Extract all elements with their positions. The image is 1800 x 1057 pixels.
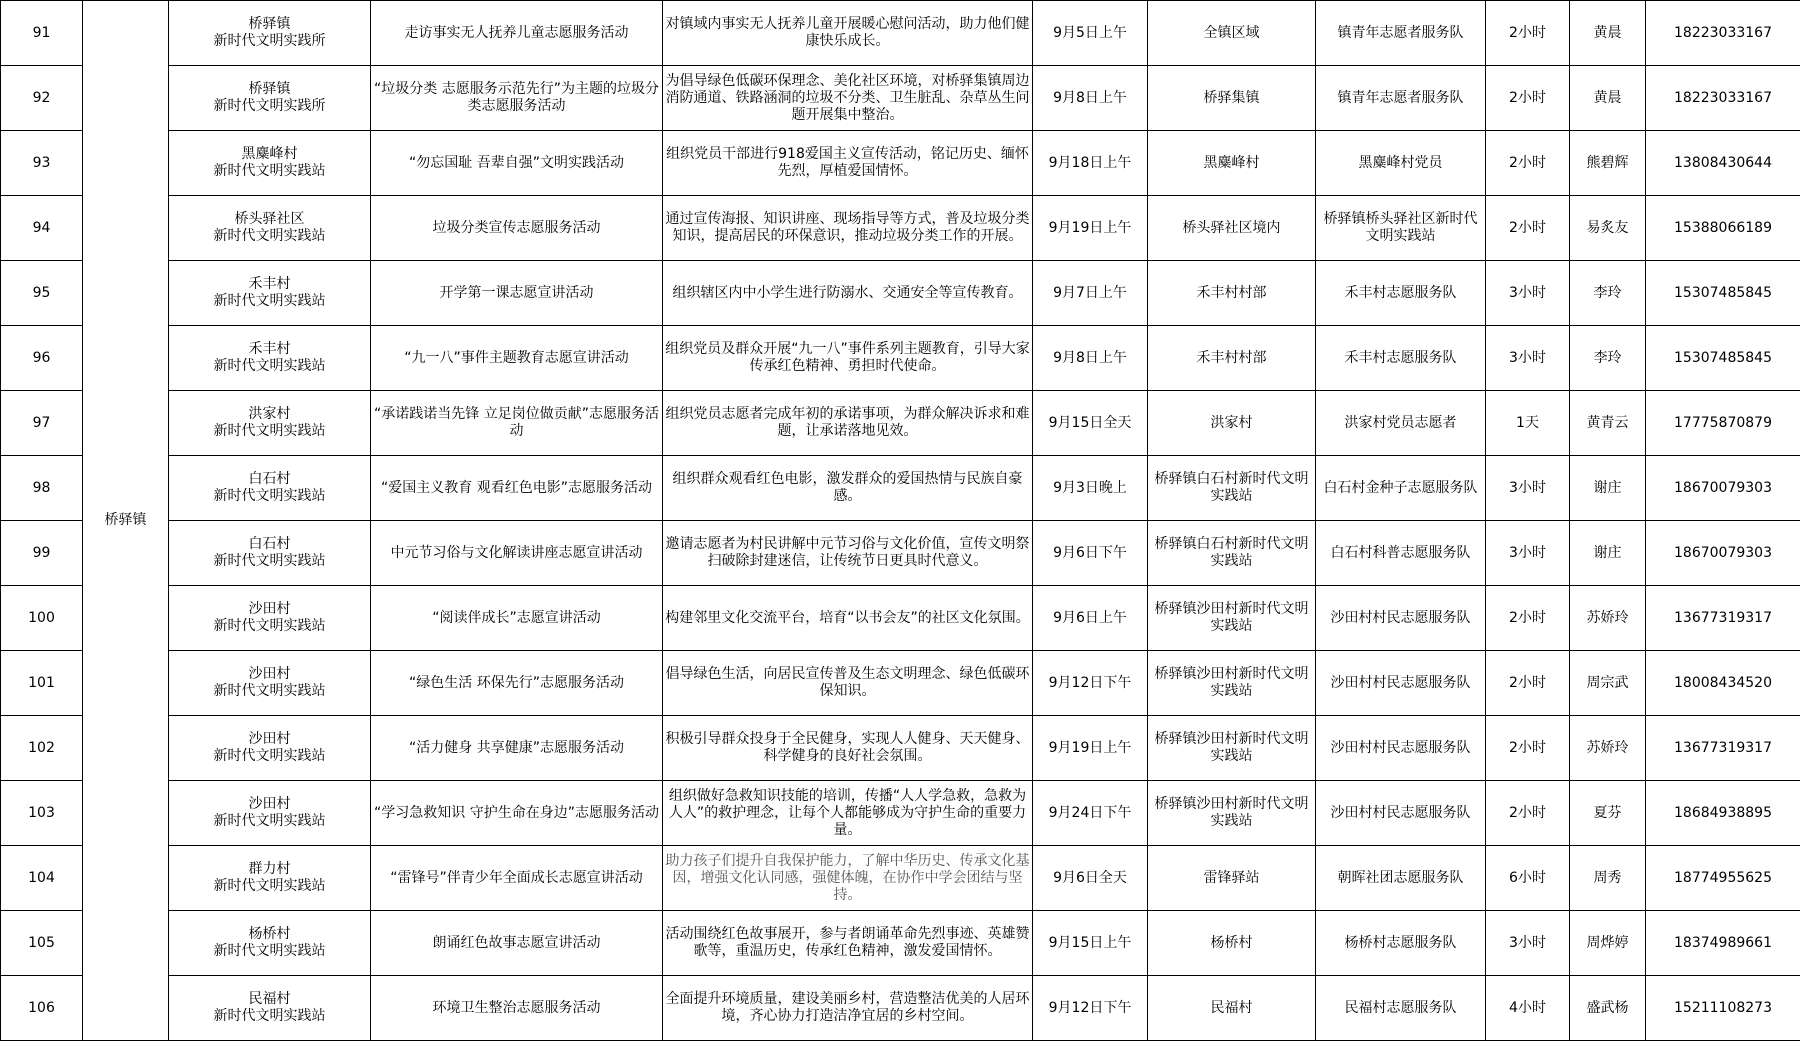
table-row [1, 391, 1800, 456]
row-number-cell: 99 [1, 521, 83, 586]
contact-phone-cell: 18374989661 [1646, 911, 1800, 976]
table-row [1, 651, 1800, 716]
activity-time-cell: 9月8日上午 [1033, 66, 1148, 131]
row-number-cell: 93 [1, 131, 83, 196]
activity-place-cell: 杨桥村 [1148, 911, 1316, 976]
contact-name-cell: 周烨婷 [1570, 911, 1646, 976]
unit-line: 新时代文明实践站 [213, 813, 326, 829]
row-number-cell: 104 [1, 846, 83, 911]
unit-cell [169, 261, 371, 326]
table-row [1, 846, 1800, 911]
table-row [1, 521, 1800, 586]
activity-name-cell: “学习急救知识 守护生命在身边”志愿服务活动 [371, 781, 663, 846]
activity-time-cell: 9月6日下午 [1033, 521, 1148, 586]
activity-time-cell: 9月3日晚上 [1033, 456, 1148, 521]
table-row [1, 456, 1800, 521]
contact-phone-cell: 18670079303 [1646, 456, 1800, 521]
contact-phone-cell: 13808430644 [1646, 131, 1800, 196]
duration-cell: 2小时 [1486, 196, 1570, 261]
unit-line: 沙田村 [248, 666, 291, 682]
contact-phone-cell: 15307485845 [1646, 261, 1800, 326]
activity-time-cell: 9月6日上午 [1033, 586, 1148, 651]
row-number-cell: 92 [1, 66, 83, 131]
unit-line: 黑麋峰村 [241, 146, 298, 162]
unit-cell [169, 781, 371, 846]
service-team-cell: 洪家村党员志愿者 [1316, 391, 1486, 456]
contact-phone-cell: 18774955625 [1646, 846, 1800, 911]
contact-name-cell: 黄青云 [1570, 391, 1646, 456]
unit-cell [169, 911, 371, 976]
unit-line: 新时代文明实践站 [213, 878, 326, 894]
row-number-cell: 100 [1, 586, 83, 651]
activity-time-cell: 9月15日全天 [1033, 391, 1148, 456]
activity-place-cell: 桥驿镇白石村新时代文明实践站 [1148, 521, 1316, 586]
row-number-cell: 101 [1, 651, 83, 716]
activity-name-cell: “绿色生活 环保先行”志愿服务活动 [371, 651, 663, 716]
service-team-cell: 桥驿镇桥头驿社区新时代文明实践站 [1316, 196, 1486, 261]
unit-line: 民福村 [248, 991, 291, 1007]
activity-place-cell: 全镇区域 [1148, 1, 1316, 66]
table-row [1, 131, 1800, 196]
unit-line: 桥驿镇 [248, 16, 291, 32]
duration-cell: 3小时 [1486, 261, 1570, 326]
service-team-cell: 镇青年志愿者服务队 [1316, 66, 1486, 131]
activity-name-cell: “活力健身 共享健康”志愿服务活动 [371, 716, 663, 781]
unit-line: 新时代文明实践站 [213, 943, 326, 959]
unit-line: 新时代文明实践所 [213, 98, 326, 114]
activity-time-cell: 9月24日下午 [1033, 781, 1148, 846]
activity-time-cell: 9月12日下午 [1033, 976, 1148, 1041]
activity-content-cell: 构建邻里文化交流平台，培育“以书会友”的社区文化氛围。 [663, 586, 1033, 651]
activity-name-cell: “雷锋号”伴青少年全面成长志愿宣讲活动 [371, 846, 663, 911]
duration-cell: 4小时 [1486, 976, 1570, 1041]
activity-content-cell: 活动围绕红色故事展开，参与者朗诵革命先烈事迹、英雄赞歌等，重温历史，传承红色精神，激发爱国情怀。 [663, 911, 1033, 976]
table-row [1, 196, 1800, 261]
unit-line: 新时代文明实践站 [213, 163, 326, 179]
contact-phone-cell: 18223033167 [1646, 1, 1800, 66]
unit-line: 新时代文明实践站 [213, 423, 326, 439]
contact-name-cell: 易炙友 [1570, 196, 1646, 261]
activity-name-cell: 环境卫生整治志愿服务活动 [371, 976, 663, 1041]
row-number-cell: 94 [1, 196, 83, 261]
activity-time-cell: 9月8日上午 [1033, 326, 1148, 391]
activity-name-cell: 走访事实无人抚养儿童志愿服务活动 [371, 1, 663, 66]
unit-cell [169, 326, 371, 391]
activity-content-cell: 对镇域内事实无人抚养儿童开展暖心慰问活动，助力他们健康快乐成长。 [663, 1, 1033, 66]
activity-name-cell: “阅读伴成长”志愿宣讲活动 [371, 586, 663, 651]
unit-line: 桥头驿社区 [234, 211, 305, 227]
service-team-cell: 沙田村村民志愿服务队 [1316, 781, 1486, 846]
activity-time-cell: 9月7日上午 [1033, 261, 1148, 326]
service-team-cell: 镇青年志愿者服务队 [1316, 1, 1486, 66]
unit-line: 新时代文明实践站 [213, 358, 326, 374]
unit-line: 群力村 [248, 861, 291, 877]
duration-cell: 3小时 [1486, 326, 1570, 391]
table-row [1, 781, 1800, 846]
activity-place-cell: 桥驿镇沙田村新时代文明实践站 [1148, 781, 1316, 846]
contact-name-cell: 谢庄 [1570, 456, 1646, 521]
contact-phone-cell: 18008434520 [1646, 651, 1800, 716]
activity-time-cell: 9月15日上午 [1033, 911, 1148, 976]
activity-name-cell: 开学第一课志愿宣讲活动 [371, 261, 663, 326]
service-team-cell: 白石村金种子志愿服务队 [1316, 456, 1486, 521]
row-number-cell: 105 [1, 911, 83, 976]
contact-phone-cell: 18670079303 [1646, 521, 1800, 586]
contact-name-cell: 周宗武 [1570, 651, 1646, 716]
service-team-cell: 民福村志愿服务队 [1316, 976, 1486, 1041]
duration-cell: 6小时 [1486, 846, 1570, 911]
duration-cell: 3小时 [1486, 521, 1570, 586]
activity-content-cell: 组织党员及群众开展“九一八”事件系列主题教育，引导大家传承红色精神、勇担时代使命。 [663, 326, 1033, 391]
contact-phone-cell: 18684938895 [1646, 781, 1800, 846]
contact-name-cell: 李玲 [1570, 261, 1646, 326]
activity-content-cell: 组织党员志愿者完成年初的承诺事项，为群众解决诉求和难题，让承诺落地见效。 [663, 391, 1033, 456]
table-row [1, 911, 1800, 976]
unit-line: 白石村 [248, 471, 291, 487]
activity-content-cell: 邀请志愿者为村民讲解中元节习俗与文化价值，宣传文明祭扫破除封建迷信，让传统节日更具时代意义。 [663, 521, 1033, 586]
activity-content-cell: 倡导绿色生活，向居民宣传普及生态文明理念、绿色低碳环保知识。 [663, 651, 1033, 716]
duration-cell: 2小时 [1486, 131, 1570, 196]
contact-phone-cell: 13677319317 [1646, 586, 1800, 651]
activity-name-cell: 朗诵红色故事志愿宣讲活动 [371, 911, 663, 976]
activity-place-cell: 民福村 [1148, 976, 1316, 1041]
activity-name-cell: “勿忘国耻 吾辈自强”文明实践活动 [371, 131, 663, 196]
table-row [1, 66, 1800, 131]
duration-cell: 3小时 [1486, 456, 1570, 521]
contact-name-cell: 李玲 [1570, 326, 1646, 391]
contact-phone-cell: 17775870879 [1646, 391, 1800, 456]
town-cell: 桥驿镇 [83, 1, 169, 1041]
activity-time-cell: 9月19日上午 [1033, 196, 1148, 261]
unit-line: 新时代文明实践站 [213, 618, 326, 634]
duration-cell: 2小时 [1486, 586, 1570, 651]
service-team-cell: 禾丰村志愿服务队 [1316, 326, 1486, 391]
contact-name-cell: 黄晨 [1570, 66, 1646, 131]
service-team-cell: 沙田村村民志愿服务队 [1316, 651, 1486, 716]
unit-cell [169, 391, 371, 456]
activity-place-cell: 黑麋峰村 [1148, 131, 1316, 196]
unit-line: 新时代文明实践站 [213, 1008, 326, 1024]
table-row [1, 261, 1800, 326]
unit-cell [169, 131, 371, 196]
table-body [1, 1, 1800, 1041]
service-team-cell: 沙田村村民志愿服务队 [1316, 716, 1486, 781]
activity-place-cell: 洪家村 [1148, 391, 1316, 456]
duration-cell: 3小时 [1486, 911, 1570, 976]
unit-line: 沙田村 [248, 796, 291, 812]
activity-place-cell: 桥驿镇沙田村新时代文明实践站 [1148, 586, 1316, 651]
duration-cell: 1天 [1486, 391, 1570, 456]
contact-phone-cell: 15307485845 [1646, 326, 1800, 391]
service-team-cell: 黑麋峰村党员 [1316, 131, 1486, 196]
service-team-cell: 禾丰村志愿服务队 [1316, 261, 1486, 326]
unit-cell [169, 66, 371, 131]
unit-line: 沙田村 [248, 731, 291, 747]
contact-name-cell: 夏芬 [1570, 781, 1646, 846]
unit-cell [169, 1, 371, 66]
unit-line: 白石村 [248, 536, 291, 552]
unit-cell [169, 196, 371, 261]
activity-content-cell: 组织党员干部进行918爱国主义宣传活动，铭记历史、缅怀先烈，厚植爱国情怀。 [663, 131, 1033, 196]
activity-content-cell: 组织群众观看红色电影，激发群众的爱国热情与民族自豪感。 [663, 456, 1033, 521]
duration-cell: 2小时 [1486, 716, 1570, 781]
row-number-cell: 106 [1, 976, 83, 1041]
activity-content-cell: 通过宣传海报、知识讲座、现场指导等方式，普及垃圾分类知识，提高居民的环保意识，推动垃圾分类工作的开展。 [663, 196, 1033, 261]
activity-time-cell: 9月18日上午 [1033, 131, 1148, 196]
unit-line: 新时代文明实践站 [213, 553, 326, 569]
table-row [1, 326, 1800, 391]
table-row [1, 976, 1800, 1041]
contact-name-cell: 苏娇玲 [1570, 586, 1646, 651]
contact-name-cell: 熊碧辉 [1570, 131, 1646, 196]
unit-cell [169, 976, 371, 1041]
table-row [1, 716, 1800, 781]
activity-place-cell: 禾丰村村部 [1148, 261, 1316, 326]
activity-name-cell: 垃圾分类宣传志愿服务活动 [371, 196, 663, 261]
row-number-cell: 102 [1, 716, 83, 781]
unit-cell [169, 846, 371, 911]
contact-name-cell: 谢庄 [1570, 521, 1646, 586]
activity-time-cell: 9月12日下午 [1033, 651, 1148, 716]
unit-line: 新时代文明实践站 [213, 488, 326, 504]
row-number-cell: 96 [1, 326, 83, 391]
contact-name-cell: 黄晨 [1570, 1, 1646, 66]
unit-line: 沙田村 [248, 601, 291, 617]
duration-cell: 2小时 [1486, 1, 1570, 66]
contact-phone-cell: 15388066189 [1646, 196, 1800, 261]
activity-place-cell: 雷锋驿站 [1148, 846, 1316, 911]
service-team-cell: 沙田村村民志愿服务队 [1316, 586, 1486, 651]
row-number-cell: 98 [1, 456, 83, 521]
unit-cell [169, 716, 371, 781]
contact-name-cell: 盛武杨 [1570, 976, 1646, 1041]
unit-line: 新时代文明实践所 [213, 33, 326, 49]
activity-time-cell: 9月19日上午 [1033, 716, 1148, 781]
row-number-cell: 97 [1, 391, 83, 456]
activity-name-cell: “承诺践诺当先锋 立足岗位做贡献”志愿服务活动 [371, 391, 663, 456]
unit-line: 新时代文明实践站 [213, 293, 326, 309]
row-number-cell: 103 [1, 781, 83, 846]
duration-cell: 2小时 [1486, 66, 1570, 131]
unit-line: 禾丰村 [248, 341, 291, 357]
activity-content-cell: 助力孩子们提升自我保护能力，了解中华历史、传承文化基因，增强文化认同感，强健体魄，在协作中学会团结与坚持。 [663, 846, 1033, 911]
unit-line: 禾丰村 [248, 276, 291, 292]
unit-line: 杨桥村 [248, 926, 291, 942]
table-row [1, 586, 1800, 651]
activity-place-cell: 桥头驿社区境内 [1148, 196, 1316, 261]
table-row [1, 1, 1800, 66]
unit-line: 新时代文明实践站 [213, 748, 326, 764]
activity-place-cell: 桥驿镇沙田村新时代文明实践站 [1148, 716, 1316, 781]
activity-name-cell: “垃圾分类 志愿服务示范先行”为主题的垃圾分类志愿服务活动 [371, 66, 663, 131]
row-number-cell: 95 [1, 261, 83, 326]
activity-content-cell: 组织做好急救知识技能的培训，传播“人人学急救，急救为人人”的救护理念，让每个人都能够成为守护生命的重要力量。 [663, 781, 1033, 846]
activity-content-cell: 积极引导群众投身于全民健身，实现人人健身、天天健身、科学健身的良好社会氛围。 [663, 716, 1033, 781]
activity-place-cell: 桥驿镇沙田村新时代文明实践站 [1148, 651, 1316, 716]
contact-phone-cell: 15211108273 [1646, 976, 1800, 1041]
activity-content-cell: 组织辖区内中小学生进行防溺水、交通安全等宣传教育。 [663, 261, 1033, 326]
duration-cell: 2小时 [1486, 651, 1570, 716]
activity-name-cell: “九一八”事件主题教育志愿宣讲活动 [371, 326, 663, 391]
unit-line: 新时代文明实践站 [213, 683, 326, 699]
service-team-cell: 白石村科普志愿服务队 [1316, 521, 1486, 586]
activity-name-cell: “爱国主义教育 观看红色电影”志愿服务活动 [371, 456, 663, 521]
unit-cell [169, 586, 371, 651]
unit-cell [169, 651, 371, 716]
activity-place-cell: 桥驿镇白石村新时代文明实践站 [1148, 456, 1316, 521]
duration-cell: 2小时 [1486, 781, 1570, 846]
unit-cell [169, 521, 371, 586]
unit-line: 洪家村 [248, 406, 291, 422]
unit-line: 桥驿镇 [248, 81, 291, 97]
activity-place-cell: 禾丰村村部 [1148, 326, 1316, 391]
activity-time-cell: 9月6日全天 [1033, 846, 1148, 911]
service-team-cell: 杨桥村志愿服务队 [1316, 911, 1486, 976]
contact-phone-cell: 18223033167 [1646, 66, 1800, 131]
activity-name-cell: 中元节习俗与文化解读讲座志愿宣讲活动 [371, 521, 663, 586]
activity-content-cell: 为倡导绿色低碳环保理念、美化社区环境，对桥驿集镇周边消防通道、铁路涵洞的垃圾不分类、卫生脏乱、杂草丛生问题开展集中整治。 [663, 66, 1033, 131]
unit-cell [169, 456, 371, 521]
activity-time-cell: 9月5日上午 [1033, 1, 1148, 66]
service-team-cell: 朝晖社团志愿服务队 [1316, 846, 1486, 911]
contact-name-cell: 苏娇玲 [1570, 716, 1646, 781]
row-number-cell: 91 [1, 1, 83, 66]
activity-content-cell: 全面提升环境质量，建设美丽乡村，营造整洁优美的人居环境，齐心协力打造洁净宜居的乡村空间。 [663, 976, 1033, 1041]
contact-phone-cell: 13677319317 [1646, 716, 1800, 781]
activity-place-cell: 桥驿集镇 [1148, 66, 1316, 131]
unit-line: 新时代文明实践站 [213, 228, 326, 244]
contact-name-cell: 周秀 [1570, 846, 1646, 911]
